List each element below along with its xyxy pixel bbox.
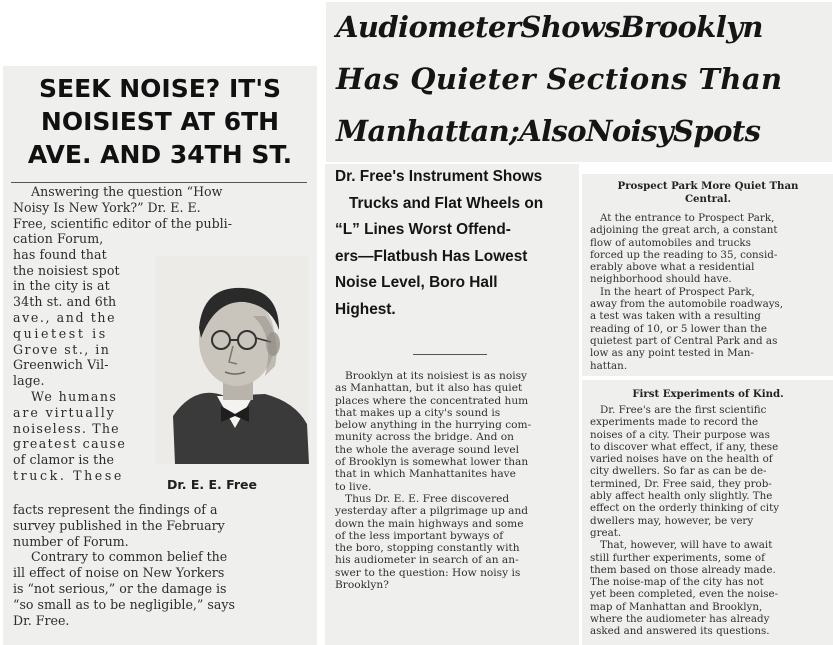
body-line: the boro, stopping constantly with [335, 542, 520, 555]
body-line: noiseless. The [13, 420, 120, 436]
body-line: noises of a city. Their purpose was [590, 428, 770, 441]
body-line: them based on those already made. [590, 563, 776, 576]
body-line: Free, scientific editor of the publi- [13, 215, 232, 231]
left-article-clipping [3, 66, 317, 645]
body-line: Brooklyn? [335, 579, 389, 592]
prospect-subhead [588, 180, 828, 206]
body-line: of clamor is the [13, 452, 115, 468]
portrait-illustration [155, 256, 309, 464]
body-line: effect on the orderly thinking of city [590, 502, 780, 515]
deck-line: Noise Level, Boro Hall [335, 274, 498, 291]
left-tail [13, 502, 311, 628]
body-line: greatest cause [13, 436, 127, 452]
body-line: are virtually [13, 404, 116, 420]
deck-line: Highest. [335, 300, 396, 318]
banner-clipping [326, 2, 832, 162]
body-line: down the main highways and some [335, 517, 524, 530]
middle-column-text [335, 370, 573, 591]
headline-line: SEEK NOISE? IT'S [38, 74, 282, 103]
body-line: low as any point tested in Man- [590, 347, 754, 360]
banner-line: Has Quieter Sections Than [336, 62, 783, 96]
body-line: The noise-map of the city has not [590, 576, 764, 589]
body-line: to discover what effect, if any, these [590, 440, 779, 453]
deck-and-middle-column [325, 164, 579, 645]
body-line: flow of automobiles and trucks [590, 236, 751, 249]
body-line: away from the automobile roadways, [590, 298, 784, 311]
body-line: his audiometer in search of an an- [335, 554, 519, 567]
deck-headline [335, 164, 573, 323]
body-line: yet been completed, even the noise- [590, 588, 779, 601]
body-line: asked and answered its questions. [590, 625, 770, 638]
body-line: In the heart of Prospect Park, [600, 285, 755, 298]
body-line: to live. [335, 480, 372, 493]
portrait-photo [155, 256, 309, 464]
subhead-line: Prospect Park More Quiet Than [617, 180, 799, 192]
body-line: cation Forum, [13, 231, 104, 246]
body-line: ill effect of noise on New Yorkers [13, 565, 225, 581]
body-line: where the audiometer has already [590, 613, 770, 626]
body-line: Brooklyn at its noisiest is as noisy [345, 370, 528, 382]
subhead-line: Central. [684, 193, 732, 205]
body-line: of Brooklyn is somewhat lower than [335, 456, 529, 469]
body-line: map of Manhattan and Brooklyn, [590, 600, 763, 613]
body-line: still further experiments, some of [590, 551, 765, 564]
body-line: 34th st. and 6th [13, 294, 117, 310]
body-line: neighborhood should have. [590, 273, 732, 286]
first-experiments-text [590, 404, 828, 638]
prospect-park-section [582, 174, 833, 376]
body-line: that makes up a city's sound is [335, 406, 501, 419]
body-line: below anything in the hurrying com- [335, 419, 532, 432]
body-line: great. [590, 526, 622, 539]
body-line: Contrary to common belief the [31, 549, 228, 565]
banner-line: AudiometerShowsBrooklyn [336, 10, 763, 44]
body-line: that in which Manhattanites have [335, 468, 516, 481]
left-lead-narrow [13, 231, 153, 484]
body-line: quietest is [13, 325, 108, 341]
body-line: We humans [31, 388, 118, 404]
body-line: number of Forum. [13, 533, 129, 549]
body-line: facts represent the findings of a [13, 502, 218, 517]
body-line: Noisy Is New York?” Dr. E. E. [13, 199, 201, 215]
body-line: a test was taken with a resulting [590, 310, 761, 323]
body-line: varied noises have on the health of [590, 453, 773, 466]
first-experiments-section [582, 380, 833, 645]
body-line: Answering the question “How [31, 184, 223, 199]
body-line: ably affect health only slightly. The [590, 490, 773, 503]
body-line: forced up the reading to 35, consid- [590, 248, 778, 261]
deck-line: Dr. Free's Instrument Shows [335, 168, 543, 185]
body-line: Dr. Free's are the first scientific [600, 404, 767, 416]
body-line: Greenwich Vil- [13, 357, 109, 373]
deck-line: “L” Lines Worst Offend- [335, 221, 511, 238]
headline-line: NOISIEST AT 6TH [40, 107, 280, 136]
body-line: yesterday after a pilgrimage up and [335, 505, 529, 518]
body-line: quietest part of Central Park and as [590, 334, 778, 347]
body-line: lage. [13, 373, 45, 389]
body-line: city dwellers. So far as can be de- [590, 465, 767, 478]
body-line: “so small as to be negligible,” says [13, 596, 235, 612]
left-lead-full [13, 184, 311, 231]
body-line: is “not serious,” or the damage is [13, 580, 227, 596]
body-line: dwellers may, however, be very [590, 514, 754, 527]
body-line: That, however, will have to await [600, 539, 773, 552]
body-line: erably above what a residential [590, 261, 755, 274]
body-line: Thus Dr. E. E. Free discovered [345, 492, 510, 505]
body-line: adjoining the great arch, a constant [590, 224, 778, 237]
first-experiments-subhead: First Experiments of Kind. [632, 388, 784, 400]
body-line: has found that [13, 246, 107, 262]
body-line: reading of 10, or 5 lower than the [590, 322, 767, 335]
body-line: the whole the average sound level [335, 443, 520, 456]
body-line: ave., and the [13, 309, 117, 325]
body-line: munity across the bridge. And on [335, 431, 514, 444]
left-headline [3, 72, 317, 171]
body-line: termined, Dr. Free said, they prob- [590, 477, 772, 490]
body-line: At the entrance to Prospect Park, [600, 212, 775, 224]
headline-rule [11, 182, 307, 183]
body-line: swer to the question: How noisy is [335, 566, 521, 579]
banner-line: Manhattan;AlsoNoisySpots [336, 114, 761, 148]
deck-line: ers—Flatbush Has Lowest [335, 247, 528, 265]
body-line: places where the concentrated hum [335, 394, 529, 407]
body-line: the noisiest spot [13, 262, 120, 278]
deck-rule [413, 354, 487, 355]
body-line: experiments made to record the [590, 416, 759, 429]
body-line: Grove st., in [13, 341, 111, 357]
body-line: Dr. Free. [13, 612, 70, 628]
body-line: in the city is at [13, 278, 110, 294]
body-line: survey published in the February [13, 517, 225, 533]
body-line: of the less important byways of [335, 529, 504, 542]
body-line: hattan. [590, 359, 628, 372]
body-line: truck. These [13, 467, 124, 483]
body-line: as Manhattan, but it also has quiet [335, 382, 523, 395]
deck-line: Trucks and Flat Wheels on [349, 194, 544, 212]
headline-line: AVE. AND 34TH ST. [27, 140, 293, 169]
photo-caption: Dr. E. E. Free [167, 477, 257, 492]
prospect-text [590, 212, 828, 372]
